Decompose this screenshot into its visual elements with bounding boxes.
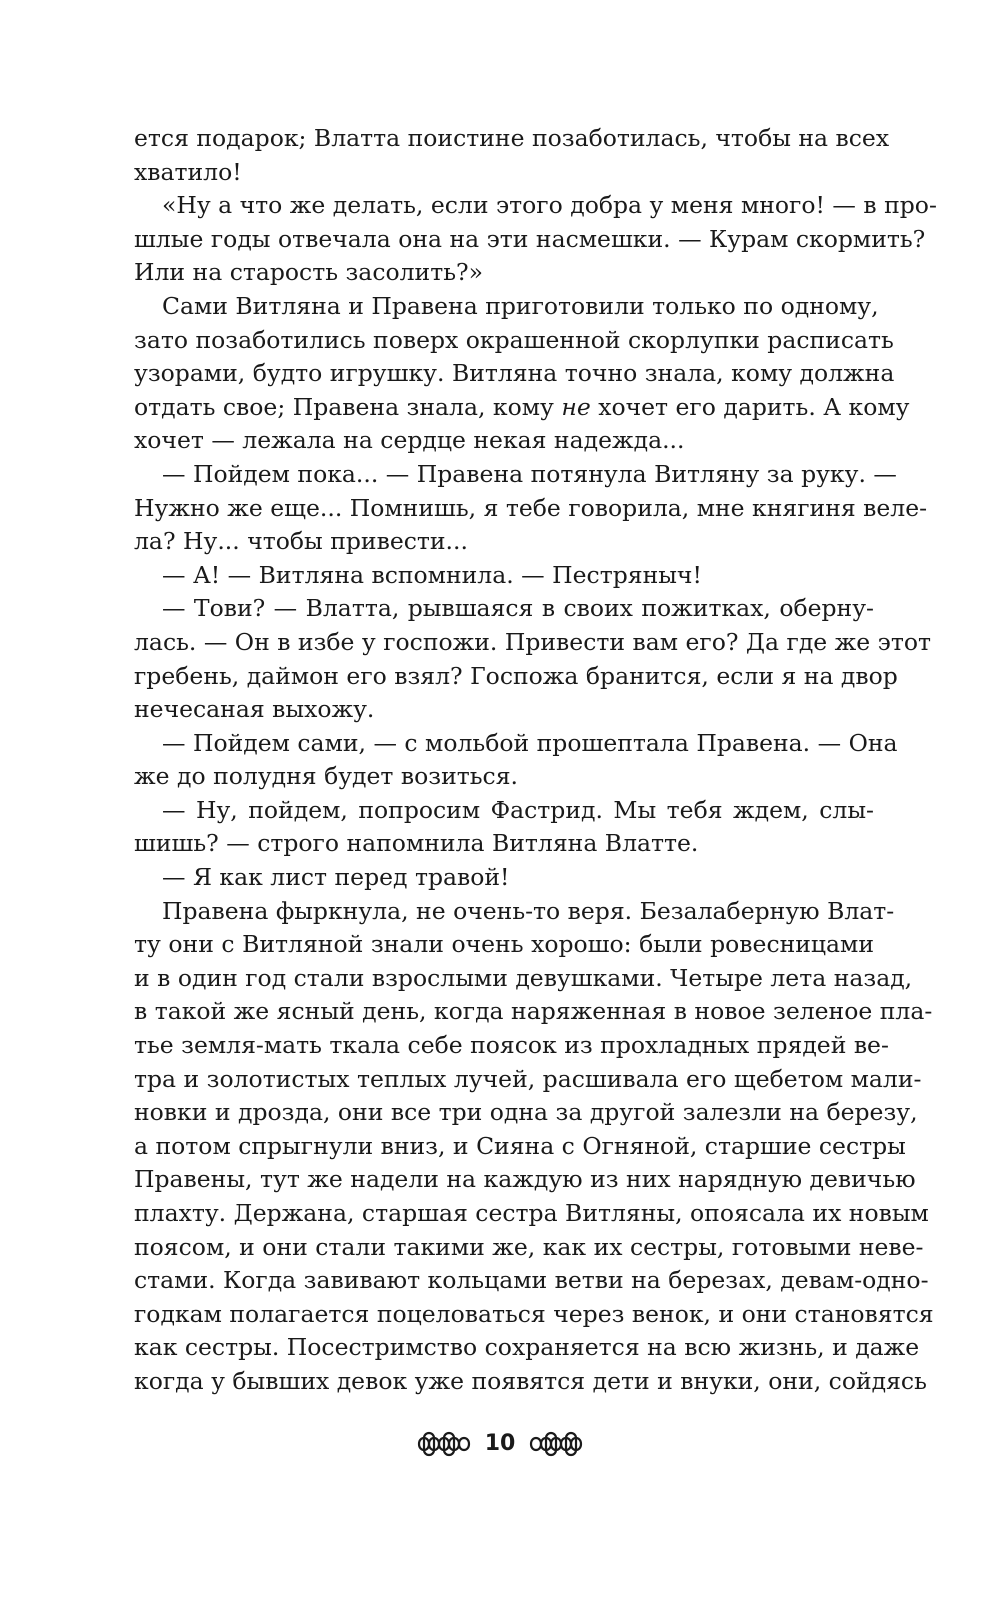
text-line: — Пойдем сами, — с мольбой прошептала Правена. — Она: [162, 728, 898, 757]
text-line: Правена фыркнула, не очень-то веря. Безалаберную Влат-: [162, 896, 895, 925]
text-line: — Я как лист перед травой!: [162, 863, 510, 892]
text-line: плахту. Держана, старшая сестра Витляны, опоясала их новым: [134, 1199, 929, 1227]
text-line: и в один год стали взрослыми девушками. Четыре лета назад,: [134, 963, 913, 992]
page-footer: [0, 1426, 1000, 1462]
text-line: когда у бывших девок уже появятся дети и внуки, они, сойдясь: [134, 1366, 927, 1395]
text-line: нечесаная выхожу.: [134, 695, 375, 724]
text-line: годкам полагается поцеловаться через венок, и они становятся: [134, 1299, 934, 1328]
text-line: зато позаботились поверх окрашенной скорлупки расписать: [134, 325, 894, 354]
text-line: в такой же ясный день, когда наряженная в новое зеленое пла-: [134, 997, 933, 1026]
text-line: гребень, даймон его взял? Госпожа бранится, если я на двор: [134, 661, 898, 690]
text-line: Нужно же еще... Помнишь, я тебе говорила, мне княгиня веле-: [134, 493, 928, 522]
text-line: лась. — Он в избе у госпожи. Привести вам его? Да где же этот: [134, 627, 931, 656]
text-line: шишь? — строго напомнила Витляна Влатте.: [134, 829, 699, 858]
text-line: отдать свое; Правена знала, кому не хочет его дарить. А кому: [134, 392, 910, 421]
text-line: — Пойдем пока... — Правена потянула Витляну за руку. —: [162, 459, 897, 488]
text-line: новки и дрозда, они все три одна за другой залезли на березу,: [134, 1098, 918, 1127]
text-line: ется подарок; Влатта поистине позаботилась, чтобы на всех: [134, 124, 890, 152]
text-line: ту они с Витляной знали очень хорошо: были ровесницами: [134, 930, 874, 959]
text-line: — А! — Витляна вспомнила. — Пестряныч!: [162, 560, 702, 589]
knot-ornament-icon: [415, 1430, 473, 1458]
text-line: хочет — лежала на сердце некая надежда...: [134, 426, 685, 455]
text-line: Сами Витляна и Правена приготовили только по одному,: [162, 291, 879, 320]
text-line: а потом спрыгнули вниз, и Сияна с Огняной, старшие сестры: [134, 1131, 906, 1160]
knot-ornament-icon: [527, 1430, 585, 1458]
text-line: хватило!: [134, 157, 242, 186]
text-line: поясом, и они стали такими же, как их сестры, готовыми неве-: [134, 1232, 924, 1261]
text-line: — Ну, пойдем, попросим Фастрид. Мы тебя ждем, слы-: [162, 795, 874, 824]
page-number: 10: [484, 1431, 516, 1456]
text-line: стами. Когда завивают кольцами ветви на березах, девам-одно-: [134, 1266, 929, 1295]
text-line: — Тови? — Влатта, рывшаяся в своих пожитках, оберну-: [162, 594, 874, 623]
text-line: ла? Ну... чтобы привести...: [134, 527, 468, 556]
text-line: шлые годы отвечала она на эти насмешки. — Курам скормить?: [134, 224, 926, 253]
text-line: тье земля-мать ткала себе поясок из прохладных прядей ве-: [134, 1031, 889, 1060]
body-text: [134, 122, 937, 1399]
text-line: тра и золотистых теплых лучей, расшивала его щебетом мали-: [134, 1064, 922, 1093]
text-line: как сестры. Посестримство сохраняется на всю жизнь, и даже: [134, 1333, 920, 1362]
text-line: «Ну а что же делать, если этого добра у меня много! — в про-: [162, 191, 937, 220]
text-line: узорами, будто игрушку. Витляна точно знала, кому должна: [134, 359, 895, 388]
text-line: же до полудня будет возиться.: [134, 762, 519, 791]
text-line: Или на старость засолить?»: [134, 258, 483, 287]
text-line: Правены, тут же надели на каждую из них нарядную девичью: [134, 1165, 916, 1194]
